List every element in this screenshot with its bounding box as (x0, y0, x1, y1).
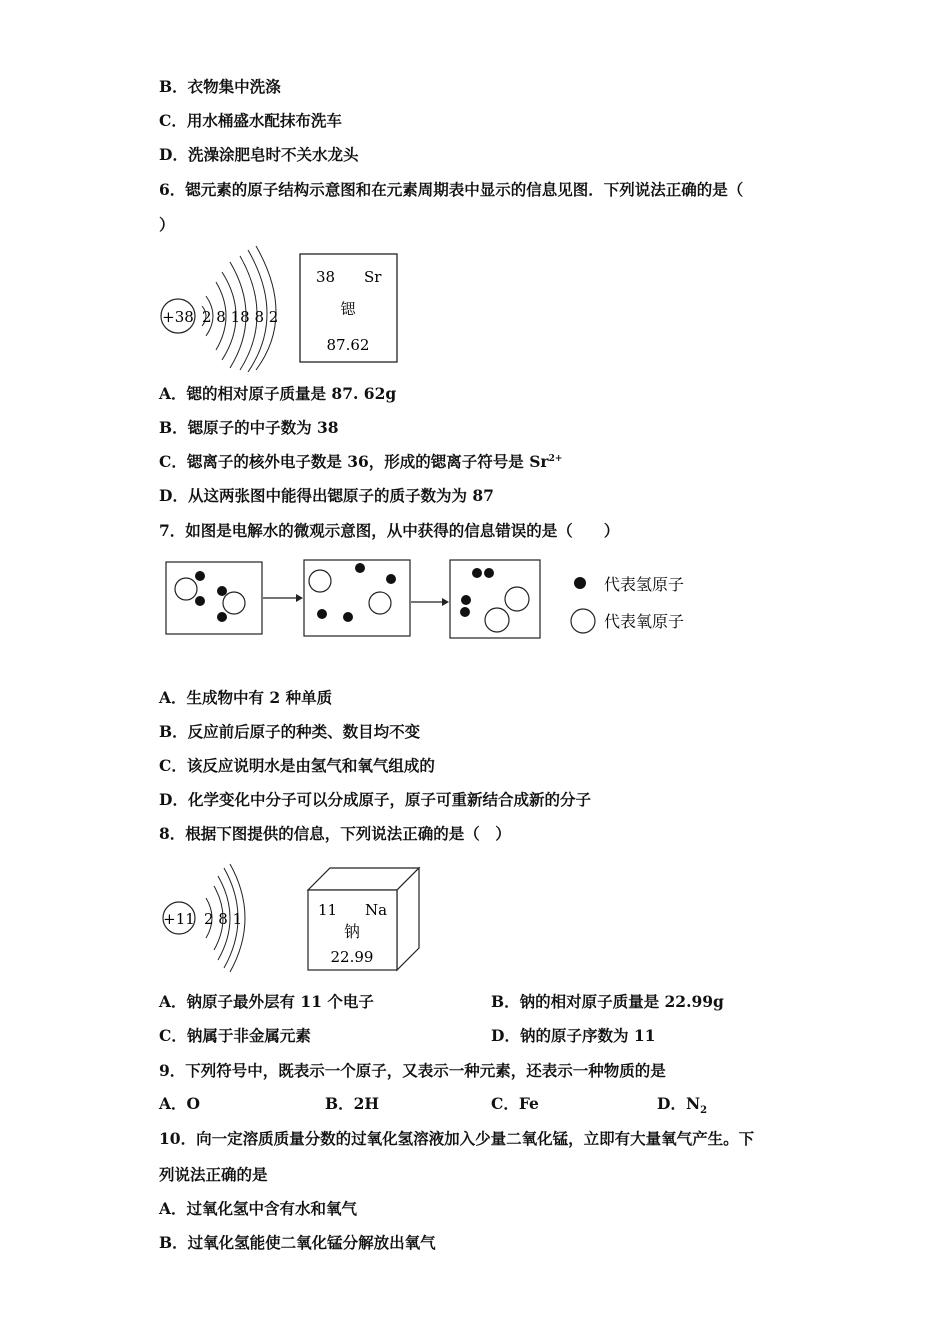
q10-stem-line2: 列说法正确的是 (159, 1165, 268, 1184)
q6-stem-line2: ） (159, 215, 175, 234)
q9-option-d-subscript: 2 (700, 1105, 708, 1117)
sodium-atom-diagram (163, 864, 245, 972)
q7-option-d: D．化学变化中分子可以分成原子，原子可重新结合成新的分子 (159, 790, 591, 809)
q7-option-b: B．反应前后原子的种类、数目均不变 (159, 722, 421, 741)
q10-option-a: A．过氧化氢中含有水和氧气 (159, 1199, 358, 1218)
arrow-2 (411, 598, 449, 606)
q10-stem-line1: 10．向一定溶质质量分数的过氧化氢溶液加入少量二氧化锰，立即有大量氧气产生。下 (159, 1129, 755, 1148)
product-box (450, 560, 540, 638)
q7-electrolysis-figure (164, 556, 704, 646)
q7-stem: 7．如图是电解水的微观示意图，从中获得的信息错误的是（ ） (159, 521, 620, 540)
q8-option-b: B．钠的相对原子质量是 22.99g (491, 992, 724, 1011)
q6-option-c (159, 452, 562, 472)
legend (571, 575, 684, 633)
strontium-atom-diagram (161, 246, 278, 372)
oxygen-legend-circle (571, 609, 595, 633)
q5-option-b: B．衣物集中洗涤 (159, 77, 281, 96)
q8-stem: 8．根据下图提供的信息，下列说法正确的是（ ） (159, 824, 511, 843)
q8-sodium-figure (158, 860, 428, 975)
q8-option-c: C．钠属于非金属元素 (159, 1026, 311, 1045)
legend-oxygen-label: 代表氧原子 (604, 612, 685, 631)
element-symbol: Sr (364, 268, 382, 286)
atomic-mass: 22.99 (330, 948, 374, 966)
q9-option-d (657, 1094, 708, 1117)
q9-option-b: B．2H (325, 1094, 380, 1113)
q6-option-c-text: C．锶离子的核外电子数是 36，形成的锶离子符号是 Sr (159, 452, 549, 471)
element-name: 锶 (340, 300, 356, 318)
q10-option-b: B．过氧化氢能使二氧化锰分解放出氧气 (159, 1233, 436, 1252)
q6-option-a: A．锶的相对原子质量是 87. 62g (159, 384, 397, 403)
q5-option-c: C．用水桶盛水配抹布洗车 (159, 111, 342, 130)
q7-option-c: C．该反应说明水是由氢气和氧气组成的 (159, 756, 435, 775)
atomic-mass: 87.62 (326, 336, 370, 354)
strontium-element-cell (300, 254, 397, 362)
reactant-box (166, 562, 262, 634)
q6-strontium-figure (158, 244, 418, 372)
legend-hydrogen-label: 代表氢原子 (604, 575, 685, 594)
sodium-element-cell (308, 868, 419, 970)
q6-option-d: D．从这两张图中能得出锶原子的质子数为为 87 (159, 486, 494, 505)
q8-option-a: A．钠原子最外层有 11 个电子 (159, 992, 374, 1011)
q9-option-a: A．O (159, 1094, 201, 1113)
arrow-1 (263, 594, 303, 602)
q9-stem: 9．下列符号中，既表示一个原子，又表示一种元素，还表示一种物质的是 (159, 1061, 666, 1080)
nucleus-charge: +38 (162, 308, 194, 326)
atomic-number: 38 (316, 268, 336, 286)
q9-option-c: C．Fe (491, 1094, 539, 1113)
q8-option-d: D．钠的原子序数为 11 (491, 1026, 656, 1045)
atomic-number: 11 (318, 901, 338, 919)
q9-option-d-text: D．N (657, 1094, 701, 1113)
q6-stem-line1: 6．锶元素的原子结构示意图和在元素周期表中显示的信息见图．下列说法正确的是（ (159, 180, 744, 199)
element-name: 钠 (343, 922, 361, 941)
q5-option-d: D．洗澡涂肥皂时不关水龙头 (159, 145, 359, 164)
intermediate-box (304, 560, 410, 636)
electron-shells: 2 8 1 (204, 910, 243, 928)
nucleus-charge: +11 (163, 910, 195, 928)
electron-shells: 2 8 18 8 2 (202, 308, 279, 326)
hydrogen-legend-dot (574, 577, 586, 589)
element-symbol: Na (365, 901, 388, 919)
q6-option-c-charge: 2+ (548, 453, 563, 464)
q6-option-b: B．锶原子的中子数为 38 (159, 418, 339, 437)
q7-option-a: A．生成物中有 2 种单质 (159, 688, 333, 707)
